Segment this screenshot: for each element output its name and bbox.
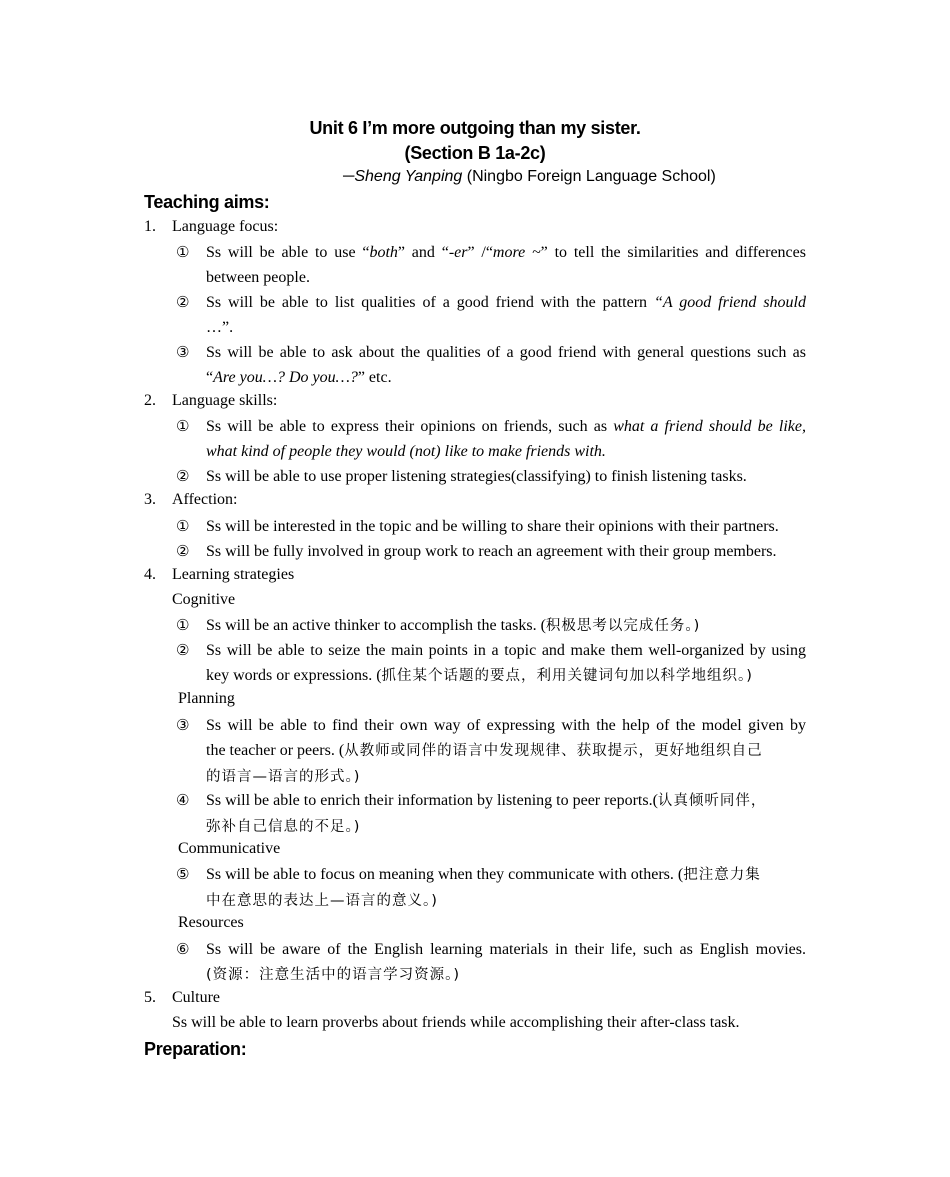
item-marker: ② [176,641,190,659]
item-line: Ss will be able to list qualities of a good friend with the pattern “A good friend should [206,294,806,311]
section-title: Culture [172,989,220,1006]
item-line: Ss will be able to use “both” and “-er” /“more ~” to tell the similarities and differences [206,244,806,261]
item-marker: ① [176,417,190,435]
item-line: Ss will be interested in the topic and be willing to share their opinions with their partners. [206,518,779,535]
section-title: Language skills: [172,392,278,409]
preparation-heading: Preparation: [144,1039,247,1059]
subheading-planning: Planning [178,690,235,707]
item-line: Ss will be able to find their own way of expressing with the help of the model given by [206,717,806,734]
section-number: 5. [144,989,156,1006]
section-title: Affection: [172,491,238,508]
item-line: Ss will be able to focus on meaning when they communicate with others. (把注意力集 [206,866,761,883]
item-line: between people. [206,269,310,286]
item-marker: ③ [176,343,190,361]
item-marker: ④ [176,791,190,809]
item-marker: ① [176,616,190,634]
item-marker: ② [176,467,190,485]
section-number: 4. [144,566,156,583]
item-line: the teacher or peers. (从教师或同伴的语言中发现规律、获取提示，更好地组织自己 [206,742,763,759]
item-line: 的语言—语言的形式。) [206,769,361,785]
item-marker: ② [176,542,190,560]
author-dash: ─ [343,168,355,185]
section-number: 3. [144,491,156,508]
item-line: 中在意思的表达上—语言的意义。) [206,893,438,909]
author-name: Sheng Yanping [354,168,463,185]
page-title: Unit 6 I’m more outgoing than my sister. [309,118,641,138]
teaching-aims-heading: Teaching aims: [144,192,270,212]
section-number: 1. [144,218,156,235]
item-line: Ss will be able to use proper listening strategies(classifying) to finish listening tasks. [206,468,747,485]
item-marker: ③ [176,716,190,734]
item-line: Ss will be an active thinker to accomplish the tasks. (积极思考以完成任务。) [206,617,701,634]
item-line: Ss will be fully involved in group work to reach an agreement with their group members. [206,543,777,560]
author-school: (Ningbo Foreign Language School) [462,168,716,185]
culture-text: Ss will be able to learn proverbs about friends while accomplishing their after-class task. [172,1014,740,1031]
section-title: Learning strategies [172,566,295,583]
subheading-cognitive: Cognitive [172,591,236,608]
item-line: Ss will be able to express their opinions on friends, such as what a friend should be like, [206,418,807,435]
author-line [343,168,716,186]
item-line: Ss will be aware of the English learning materials in their life, such as English movies. [206,941,806,958]
subheading-resources: Resources [178,914,244,931]
item-marker: ① [176,517,190,535]
section-title: Language focus: [172,218,279,235]
item-line: (资源：注意生活中的语言学习资源。) [206,967,461,983]
item-line: key words or expressions. (抓住某个话题的要点，利用关键词句加以科学地组织。) [206,667,753,684]
item-line: “Are you…? Do you…?” etc. [206,369,392,386]
item-line: Ss will be able to enrich their information by listening to peer reports.(认真倾听同伴， [206,792,767,809]
item-marker: ⑥ [176,940,190,958]
item-line: Ss will be able to ask about the qualities of a good friend with general questions such as [206,344,806,361]
item-line: …”. [206,319,234,336]
item-marker: ① [176,243,190,261]
page-subtitle: (Section B 1a-2c) [404,143,546,163]
item-marker: ② [176,293,190,311]
subheading-communicative: Communicative [178,840,281,857]
item-line: Ss will be able to seize the main points in a topic and make them well-organized by using [206,642,806,659]
section-number: 2. [144,392,156,409]
item-line: what kind of people they would (not) like to make friends with. [206,443,606,460]
item-line: 弥补自己信息的不足。) [206,819,361,835]
item-marker: ⑤ [176,865,190,883]
